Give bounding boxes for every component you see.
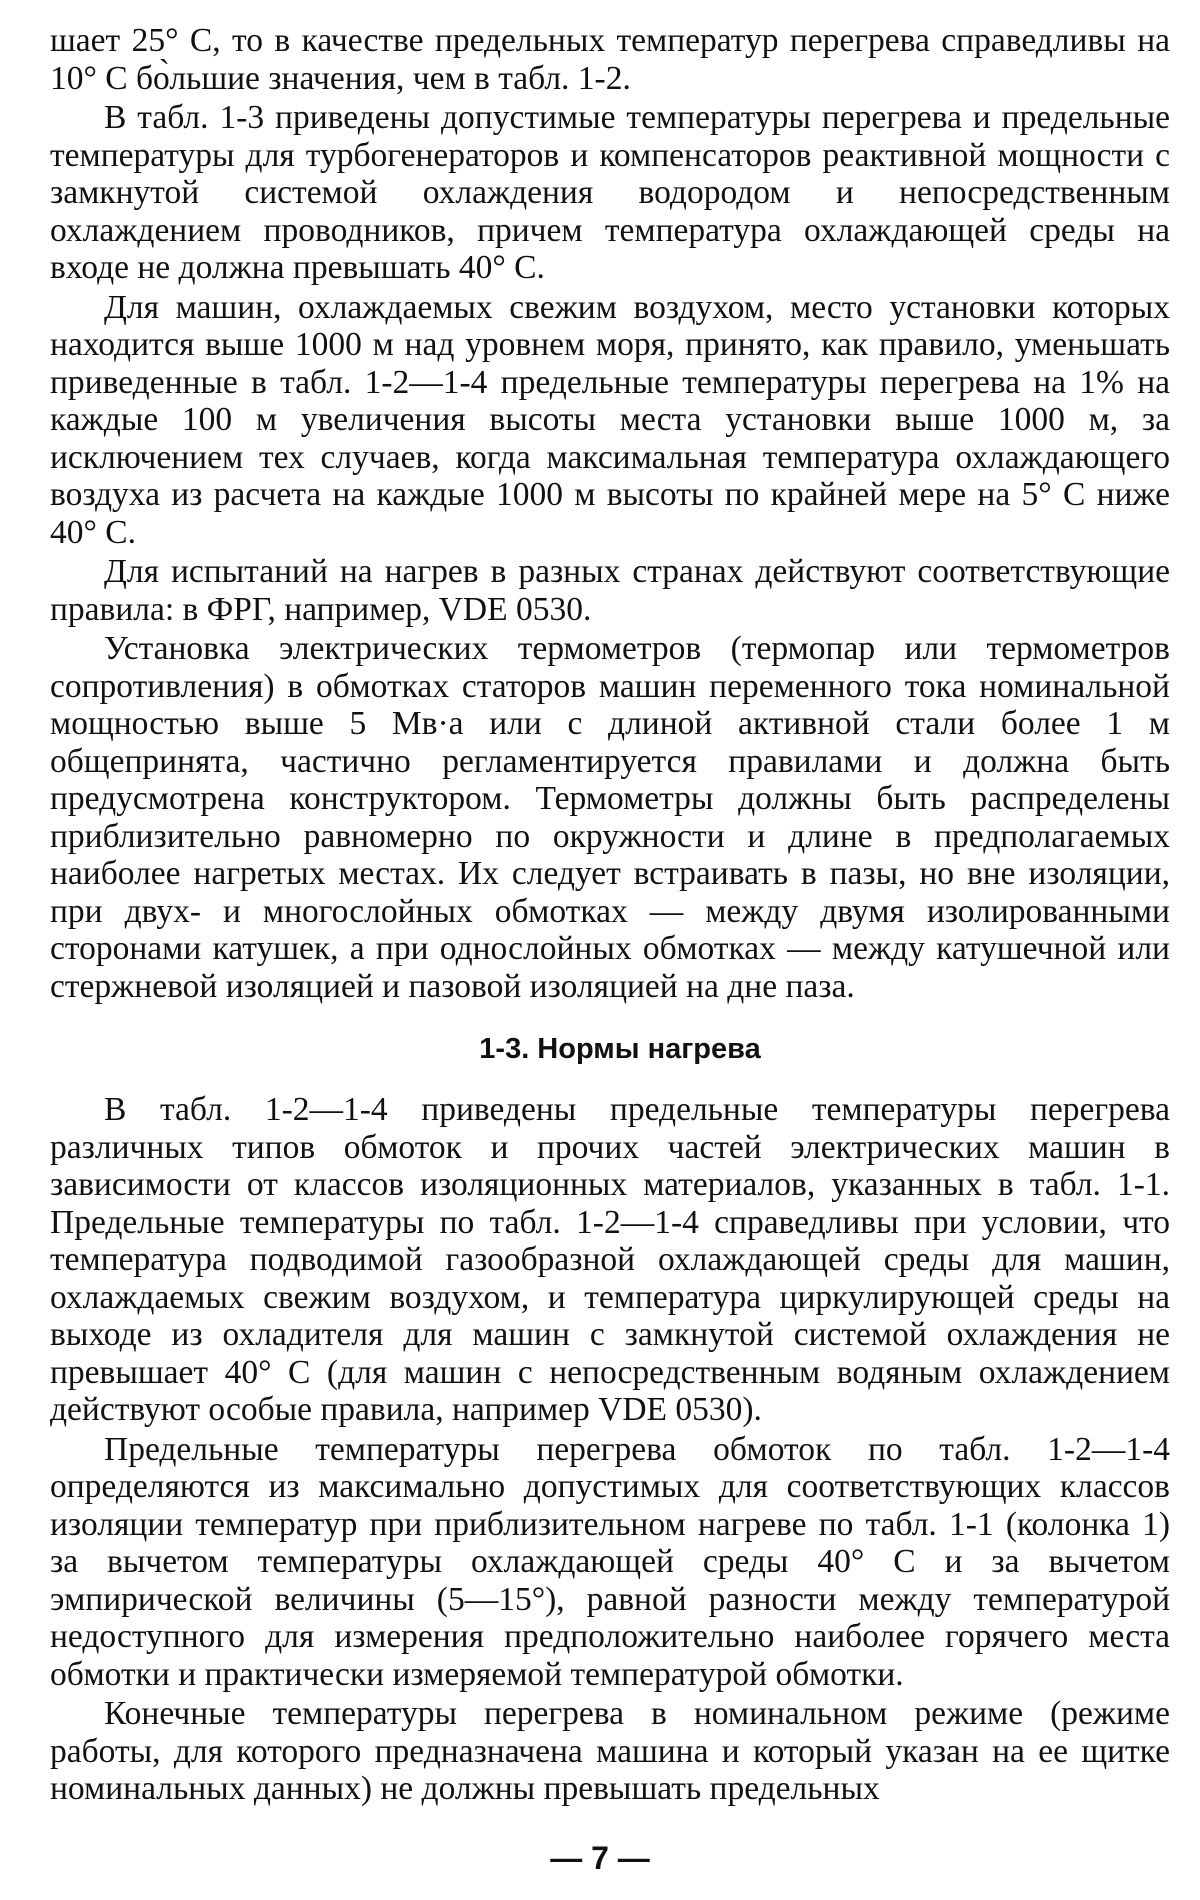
paragraph-final-temperatures: Конечные температуры перегрева в номинальном режиме (режиме работы, для которого предназначена машина и который указан на ее щитке номинальных данных) не должны превышать предельных — [50, 1695, 1170, 1807]
paragraph-limit-temperatures: В табл. 1-2—1-4 приведены предельные температуры перегрева различных типов обмоток и прочих частей электрических машин в зависимости от классов изоляционных материалов, указанных в табл. 1-1. Предельные температуры по табл. 1-2—1-4 справедливы при условии, что температура подводимой газообразной охлаждающей среды для машин, охлаждаемых свежим воздухом, и температура циркулирующей среды на выходе из охладителя для машин с замкнутой системой охлаждения не превышает 40° С (для машин с непосредственным водяным охлаждением действуют особые правила, например VDE 0530). — [50, 1091, 1170, 1428]
section-heading: 1-3. Нормы нагрева — [479, 1033, 761, 1065]
page-number: — 7 — — [550, 1840, 650, 1876]
paragraph-altitude-correction: Для машин, охлаждаемых свежим воздухом, место установки которых находится выше 1000 м над уровнем моря, принято, как правило, уменьшать приведенные в табл. 1-2—1-4 предельные температуры перегрева на 1% на каждые 100 м увеличения высоты места установки выше 1000 м, за исключением тех случаев, когда максимальная температура охлаждающего воздуха из расчета на каждые 1000 м высоты по крайней мере на 5° С ниже 40° С. — [50, 288, 1170, 551]
paragraph-winding-limits: Предельные температуры перегрева обмоток по табл. 1-2—1-4 определяются из максимально допустимых для соответствующих классов изоляции температур при приблизительном нагреве по табл. 1-1 (колонка 1) за вычетом температуры охлаждающей среды 40° С и за вычетом эмпирической величины (5—15°), равной разности между температурой недоступного для измерения предположительно наиболее горячего места обмотки и практически измеряемой температурой обмотки. — [50, 1430, 1170, 1693]
paragraph-heating-tests: Для испытаний на нагрев в разных странах действуют соответствующие правила: в ФРГ, например, VDE 0530. — [50, 553, 1170, 628]
paragraph-table-1-3: В табл. 1-3 приведены допустимые температуры перегрева и предельные температуры для турбогенераторов и компенсаторов реактивной мощности с замкнутой системой охлаждения водородом и непосредственным охлаждением проводников, причем температура охлаждающей среды на входе не должна превышать 40° С. — [50, 99, 1170, 286]
paragraph-thermometer-installation: Установка электрических термометров (термопар или термометров сопротивления) в обмотках статоров машин переменного тока номинальной мощностью выше 5 Мв·а или с длиной активной стали более 1 м общепринята, частично регламентируется правилами и должна быть предусмотрена конструктором. Термометры должны быть распределены приблизительно равномерно по окружности и длине в предполагаемых наиболее нагретых местах. Их следует встраивать в пазы, но вне изоляции, при двух- и многослойных обмотках — между двумя изолированными сторонами катушек, а при однослойных обмотках — между катушечной или стержневой изоляцией и пазовой изоляцией на дне паза. — [50, 630, 1170, 1005]
paragraph-continuation: шает 25° С, то в качестве предельных температур перегрева справедливы на 10° С бо̀льшие значения, чем в табл. 1-2. — [50, 22, 1170, 97]
